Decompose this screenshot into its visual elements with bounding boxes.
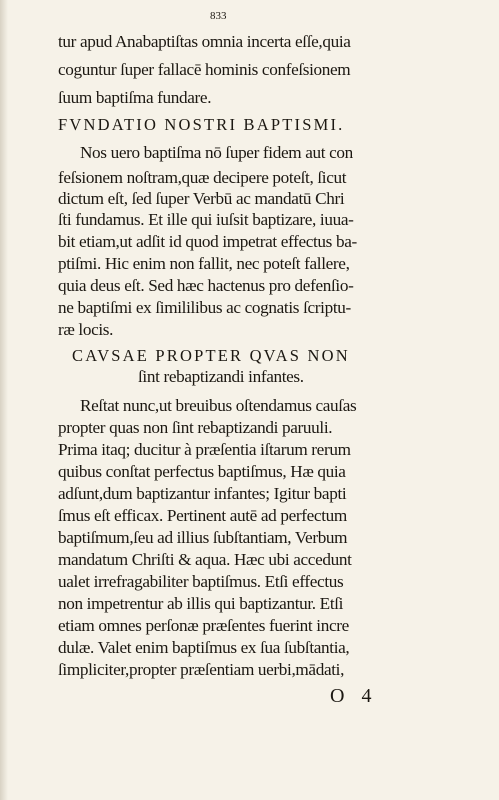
text-line-22: baptiſmum,ſeu ad illius ſubſtantiam, Verbum <box>58 528 348 547</box>
text-line-5: Nos uero baptiſma nō ſuper fidem aut con <box>80 143 353 162</box>
text-line-1: tur apud Anabaptiſtas omnia incerta eſſe,quia <box>58 32 351 51</box>
text-line-13: ræ locis. <box>58 320 114 339</box>
text-line-24: ualet irrefragabiliter baptiſmus. Etſi effectus <box>58 572 344 591</box>
text-line-17: propter quas non ſint rebaptizandi paruuli. <box>58 418 333 437</box>
text-line-9: bit etiam,ut adſit id quod impetrat effectus ba- <box>58 232 357 251</box>
text-line-12: ne baptiſmi ex ſimililibus ac cognatis ſcriptu- <box>58 298 351 317</box>
text-line-19: quibus conſtat perfectus baptiſmus, Hæ quia <box>58 462 346 481</box>
text-line-11: quia deus eſt. Sed hæc hactenus pro defenſio- <box>58 276 354 295</box>
page-gutter-shadow <box>0 0 8 800</box>
text-line-21: ſmus eſt efficax. Pertinent autē ad perfectum <box>58 506 347 525</box>
text-line-10: ptiſmi. Hic enim non fallit, nec poteſt fallere, <box>58 254 350 273</box>
text-line-2: coguntur ſuper fallacē hominis confeſsionem <box>58 60 351 79</box>
text-line-7: dictum eſt, ſed ſuper Verbū ac mandatū Chri <box>58 189 345 208</box>
text-line-27: dulæ. Valet enim baptiſmus ex ſua ſubſtantia, <box>58 638 350 657</box>
text-line-18: Prima itaq; ducitur à præſentia iſtarum rerum <box>58 440 351 459</box>
section-subheading-causae: ſint rebaptizandi infantes. <box>138 367 304 386</box>
signature-mark: O 4 <box>330 685 378 707</box>
text-line-16: Reſtat nunc,ut breuibus oſtendamus cauſas <box>80 396 357 415</box>
text-line-6: feſsionem noſtram,quæ decipere poteſt, ſicut <box>58 168 347 187</box>
text-line-8: ſti fundamus. Et ille qui iuſsit baptizare, iuua- <box>58 210 354 229</box>
folio-number: 833 <box>210 10 227 22</box>
text-line-25: non impetrentur ab illis qui baptizantur. Etſi <box>58 594 344 613</box>
text-line-28: ſimpliciter,propter præſentiam uerbi,mādati, <box>58 660 345 679</box>
section-heading-causae: CAVSAE PROPTER QVAS NON <box>72 346 350 365</box>
text-line-3: ſuum baptiſma fundare. <box>58 88 212 107</box>
section-heading-fundatio: FVNDATIO NOSTRI BAPTISMI. <box>58 115 345 134</box>
text-line-23: mandatum Chriſti & aqua. Hæc ubi accedunt <box>58 550 352 569</box>
text-line-20: adſunt,dum baptizantur infantes; Igitur bapti <box>58 484 347 503</box>
text-line-26: etiam omnes perſonæ præſentes fuerint incre <box>58 616 349 635</box>
